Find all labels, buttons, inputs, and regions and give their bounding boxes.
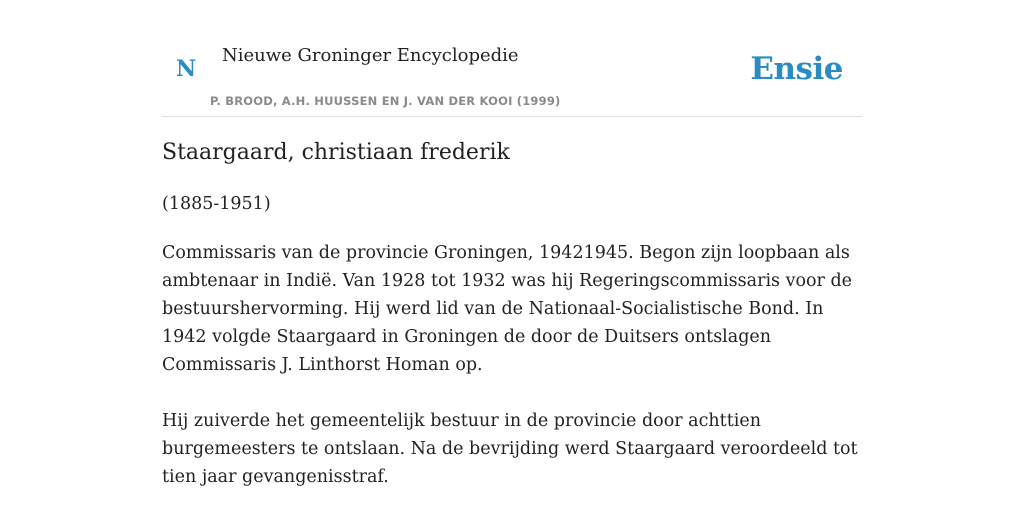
ensie-brand-logo[interactable]: Ensie	[750, 51, 843, 87]
book-title-link[interactable]: Nieuwe Groninger Encyclopedie	[222, 45, 519, 66]
book-logo[interactable]: N	[176, 56, 197, 82]
entry-dates: (1885-1951)	[162, 194, 271, 214]
entry-paragraph: Hij zuiverde het gemeentelijk bestuur in de provincie door achttien burgemeesters te ontslaan. Na de bevrijding werd Staargaard veroordeeld tot tien jaar gevangenisstraf.	[162, 411, 858, 487]
book-header	[162, 0, 862, 117]
entry-body	[162, 239, 862, 512]
entry-title: Staargaard, christiaan frederik	[162, 140, 510, 165]
book-authors: P. BROOD, A.H. HUUSSEN EN J. VAN DER KOOI (1999)	[210, 94, 561, 108]
entry-paragraph: Commissaris van de provincie Groningen, 19421945. Begon zijn loopbaan als ambtenaar in Indië. Van 1928 tot 1932 was hij Regeringscommissaris voor de bestuurshervorming. Hij werd lid van de Nationaal-Socialistische Bond. In 1942 volgde Staargaard in Groningen de door de Duitsers ontslagen Commissaris J. Linthorst Homan op.	[162, 243, 853, 375]
